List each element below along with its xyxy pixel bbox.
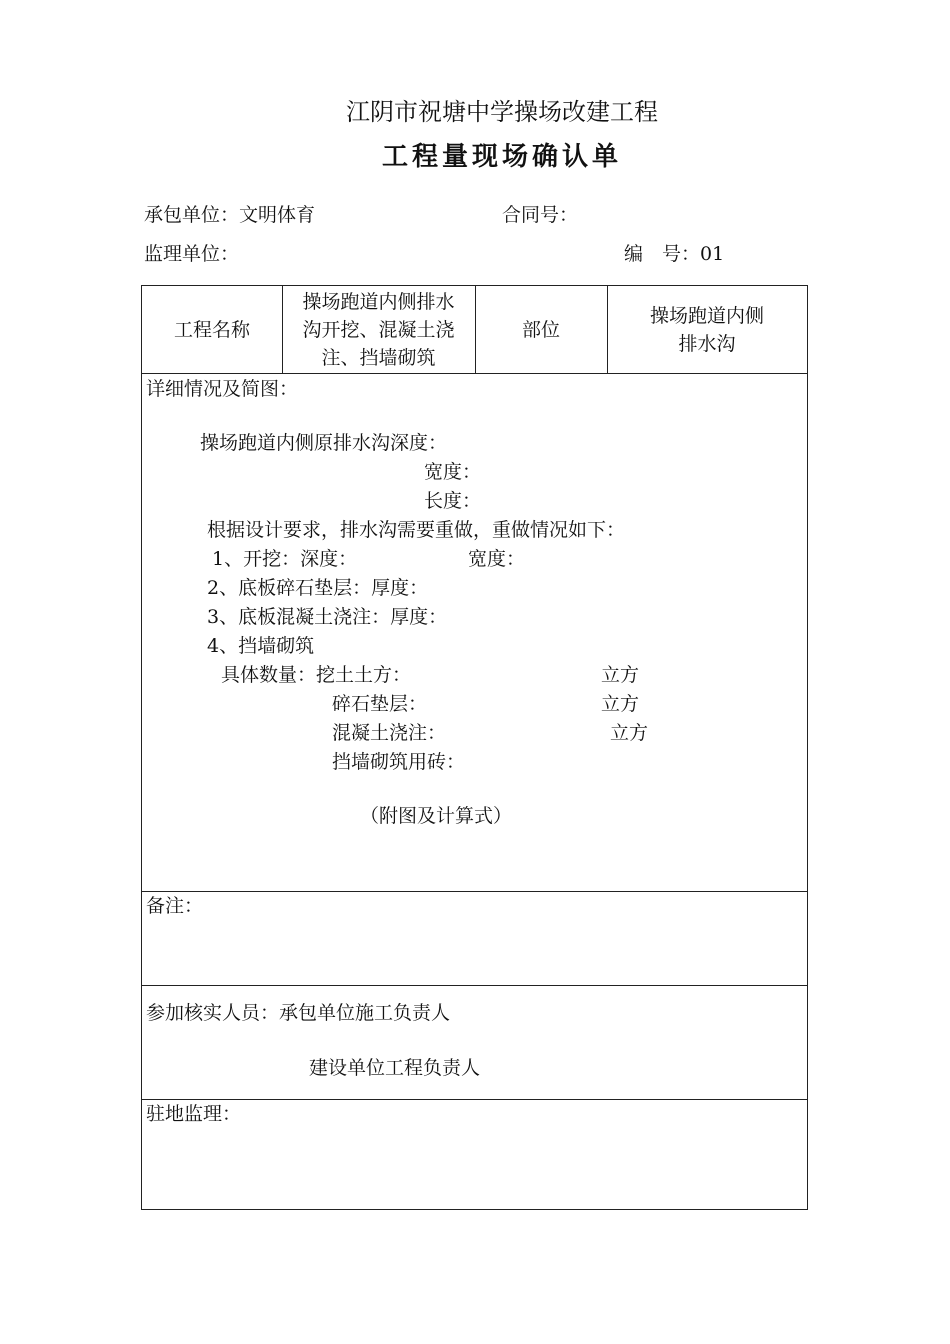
item-excavation: 1、开挖：深度：: [212, 548, 358, 570]
requirement-text: 根据设计要求，排水沟需要重做，重做情况如下：: [207, 519, 626, 541]
project-name-label: 工程名称: [173, 318, 250, 341]
remarks-label: 备注：: [146, 895, 204, 917]
unit-cubic-meter: 立方: [601, 664, 640, 686]
divider: [142, 985, 807, 986]
item-concrete-pour: 3、底板混凝土浇注：厚度：: [207, 606, 448, 628]
length-label: 长度：: [424, 490, 482, 512]
resident-supervisor-label: 驻地监理：: [146, 1103, 242, 1125]
document-title: 江阴市祝塘中学操场改建工程: [346, 98, 658, 126]
quantity-bricks: 挡墙砌筑用砖：: [332, 751, 466, 773]
unit-cubic-meter: 立方: [601, 693, 640, 715]
project-name-line: 沟开挖、混凝土浇: [302, 318, 455, 341]
contract-number-label: 合同号：: [502, 204, 579, 226]
confirmation-table: [141, 285, 808, 1210]
details-heading: 详细情况及简图：: [146, 378, 299, 400]
project-name-line: 操场跑道内侧排水: [302, 290, 455, 313]
participants-label: 参加核实人员：承包单位施工负责人: [146, 1002, 451, 1024]
width-label: 宽度：: [424, 461, 482, 483]
project-name-line: 注、挡墙砌筑: [321, 346, 436, 369]
attachment-note: （附图及计算式）: [360, 805, 513, 827]
item-gravel-bed: 2、底板碎石垫层：厚度：: [207, 577, 429, 599]
project-name-value: [282, 286, 475, 373]
item-retaining-wall: 4、挡墙砌筑: [207, 635, 315, 657]
quantity-earthwork: 具体数量：挖土土方：: [221, 664, 412, 686]
location-value: [607, 286, 807, 373]
unit-cubic-meter: 立方: [610, 722, 649, 744]
divider: [142, 891, 807, 892]
original-depth-label: 操场跑道内侧原排水沟深度：: [200, 432, 448, 454]
quantity-concrete: 混凝土浇注：: [332, 722, 447, 744]
divider: [142, 1099, 807, 1100]
quantity-gravel: 碎石垫层：: [332, 693, 428, 715]
location-line: 操场跑道内侧: [649, 304, 764, 327]
location-label: 部位: [521, 318, 560, 341]
owner-responsible-label: 建设单位工程负责人: [309, 1057, 481, 1079]
contractor-label: 承包单位：文明体育: [144, 204, 316, 226]
document-number: 编 号：01: [624, 243, 725, 265]
supervisor-label: 监理单位：: [144, 243, 240, 265]
location-line: 排水沟: [678, 332, 736, 355]
document-subtitle: 工程量现场确认单: [381, 142, 622, 172]
item-excavation-width: 宽度：: [468, 548, 526, 570]
